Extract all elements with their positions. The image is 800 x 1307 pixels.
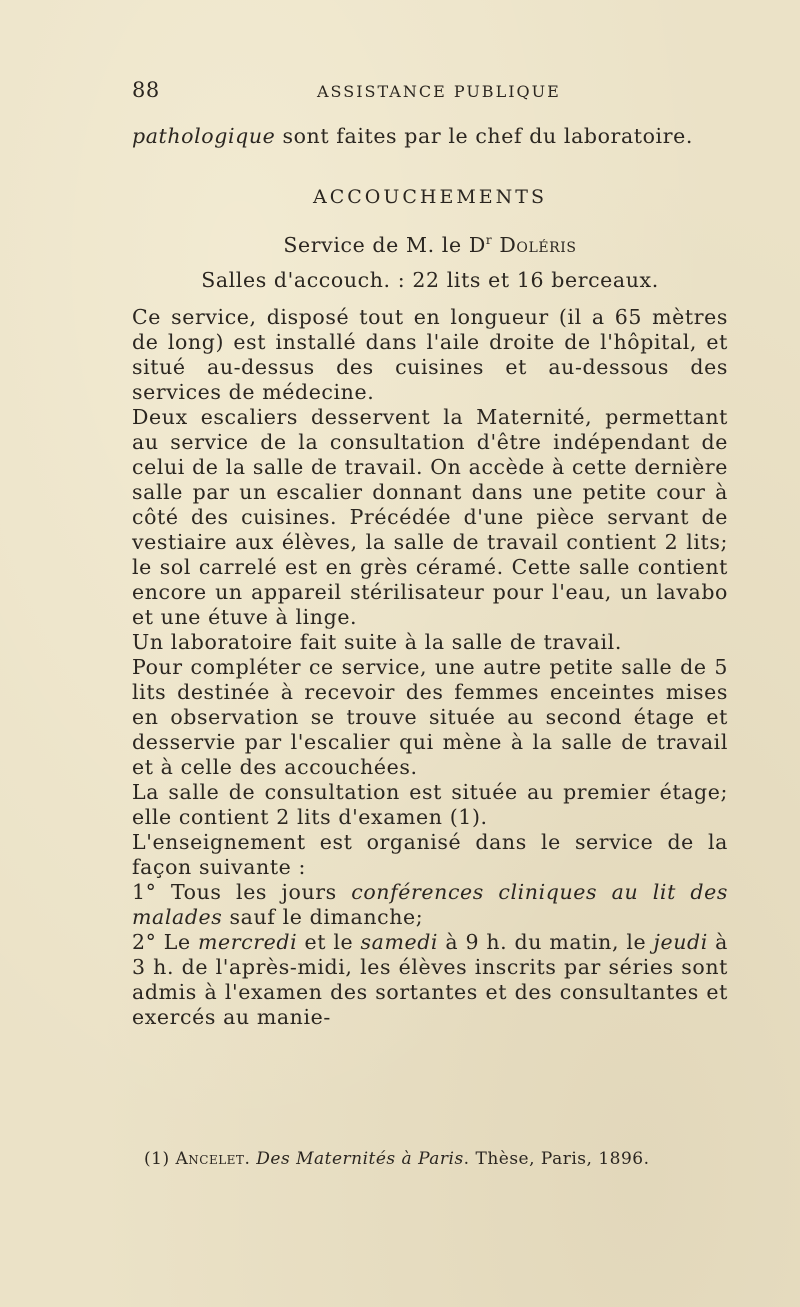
paragraph-6: L'enseignement est organisé dans le service de la façon suivante : xyxy=(132,829,728,879)
section-title: ACCOUCHEMENTS xyxy=(312,186,547,208)
salles-line: Salles d'accouch. : 22 lits et 16 berceaux. xyxy=(201,267,659,292)
service-prefix: Service de M. le D xyxy=(283,232,486,257)
item2-italic-jeudi: jeudi xyxy=(653,929,708,954)
opening-italic: pathologique xyxy=(132,124,276,148)
paragraph-5: La salle de consultation est située au premier étage; elle contient 2 lits d'examen (1). xyxy=(132,779,728,829)
item2-italic-mercredi: mercredi xyxy=(197,929,298,954)
item2-prefix: 2° Le xyxy=(132,929,198,954)
running-head: ASSISTANCE PUBLIQUE xyxy=(317,82,561,101)
paragraph-3: Un laboratoire fait suite à la salle de travail. xyxy=(132,629,622,654)
body-text xyxy=(132,124,728,1030)
opening-rest: sont faites par le chef du laboratoire. xyxy=(275,124,693,148)
item2-mid1: et le xyxy=(297,929,361,954)
item2-suffix: à 3 h. de l'après-midi, les élèves inscrits par séries sont admis à l'examen des sortantes et des consultantes et exercés au manie- xyxy=(132,929,728,1029)
item1-italic: conférences cliniques au lit des malades xyxy=(132,879,728,929)
footnote xyxy=(144,1149,724,1169)
footnote-sep: . xyxy=(244,1149,257,1169)
footnote-author: Ancelet xyxy=(175,1149,245,1169)
paragraph-4: Pour compléter ce service, une autre petite salle de 5 lits destinée à recevoir des femmes enceintes mises en observation se trouve située au second étage et desservie par l'escalier qui mène à la salle de travail et à celle des accouchées. xyxy=(132,654,728,779)
service-line xyxy=(132,228,728,258)
list-item-2 xyxy=(132,930,728,1030)
item2-italic-samedi: samedi xyxy=(360,929,439,954)
item1-suffix: sauf le dimanche; xyxy=(222,904,424,929)
list-item-1 xyxy=(132,880,728,930)
service-sup: r xyxy=(485,233,493,247)
page-header xyxy=(132,78,724,108)
item2-mid2: à 9 h. du matin, le xyxy=(438,929,654,954)
opening-paragraph xyxy=(132,124,728,149)
footnote-rest: . Thèse, Paris, 1896. xyxy=(463,1149,650,1169)
paragraph-2: Deux escaliers desservent la Maternité, permettant au service de la consultation d'être indépendant de celui de la salle de travail. On accède à cette dernière salle par un escalier donnant dans une petite cour à côté des cuisines. Précédée d'une pièce servant de vestiaire aux élèves, la salle de travail contient 2 lits; le sol carrelé est en grès céramé. Cette salle contient encore un appareil stérilisateur pour l'eau, un lavabo et une étuve à linge. xyxy=(132,404,728,629)
paragraph-1 xyxy=(132,305,728,405)
page-number: 88 xyxy=(132,78,160,102)
item1-prefix: 1° Tous les jours xyxy=(132,879,352,904)
footnote-title: Des Maternités à Paris xyxy=(256,1149,464,1169)
paragraph-1-text: Ce service, disposé tout en longueur (il a 65 mètres de long) est installé dans l'aile droite de l'hôpital, et situé au-dessus des cuisines et au-dessous des services de médecine. xyxy=(132,304,728,404)
service-name: Doléris xyxy=(499,232,577,257)
footnote-marker: (1) xyxy=(144,1149,176,1169)
